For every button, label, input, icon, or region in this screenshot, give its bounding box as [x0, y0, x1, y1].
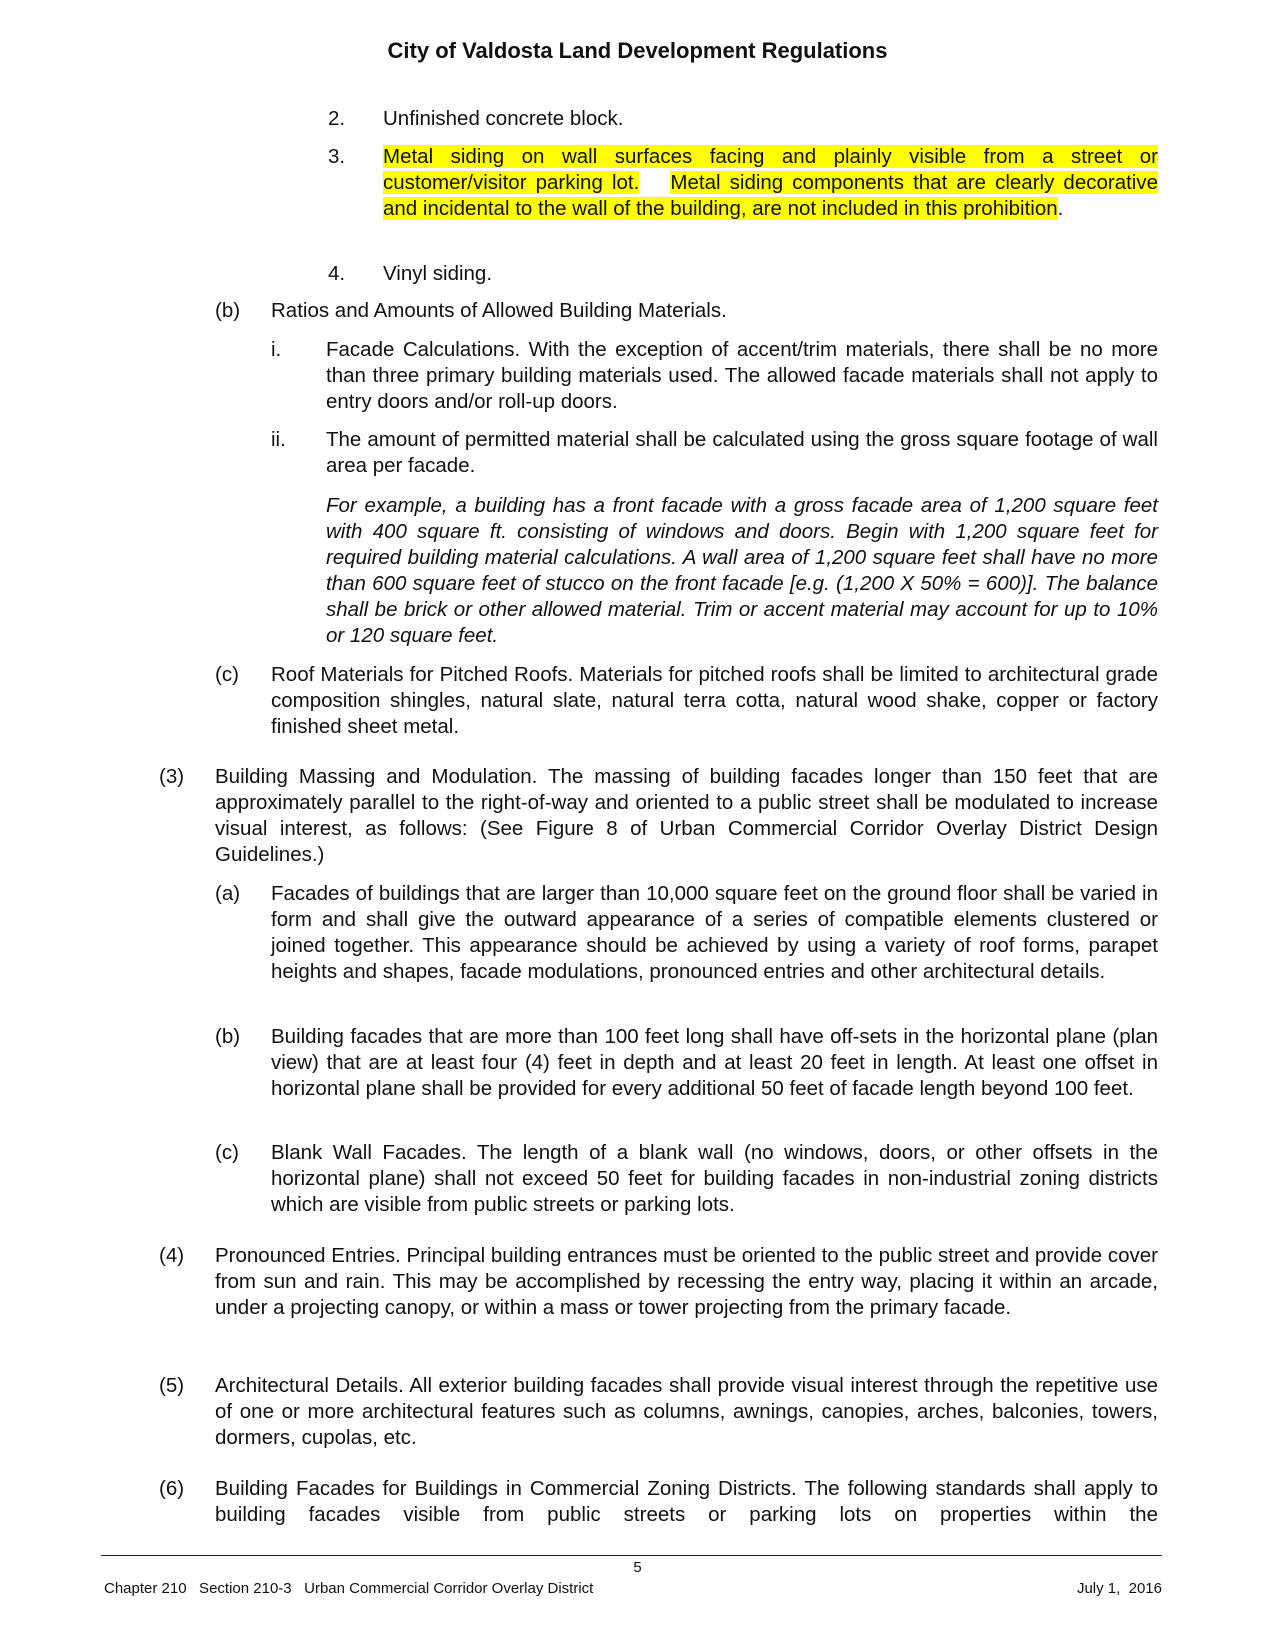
- item-label: (5): [159, 1374, 185, 1397]
- item-label: (4): [159, 1244, 185, 1267]
- item-text: Blank Wall Facades. The length of a blank wall (no windows, doors, or other offsets in the horizontal plane) shall not exceed 50 feet for building facades in non-industrial zoning districts which are visible from public streets or parking lots.: [271, 1141, 1158, 1216]
- highlighted-text-a: Metal siding on wall surfaces facing and plainly visible from a street or customer/visitor parking lot.: [383, 145, 1158, 194]
- highlight-gap: [643, 172, 661, 192]
- page-title: City of Valdosta Land Development Regulations: [387, 38, 888, 63]
- footer-section-label: Chapter 210 Section 210-3 Urban Commercial Corridor Overlay District: [104, 1580, 594, 1597]
- footer-rule: [101, 1555, 1162, 1556]
- page-number: 5: [633, 1559, 642, 1576]
- item-label: 2.: [328, 107, 346, 130]
- item-label: ii.: [271, 428, 286, 451]
- item-label: (c): [215, 1141, 239, 1164]
- highlighted-text-b: Metal siding components that are clearly decorative and incidental to the wall of the building, are not included in this prohibition: [383, 171, 1159, 220]
- item-text: Roof Materials for Pitched Roofs. Materials for pitched roofs shall be limited to architectural grade composition shingles, natural slate, natural terra cotta, natural wood shake, copper or factory finished sheet metal.: [271, 663, 1158, 738]
- item-label: (6): [159, 1477, 185, 1500]
- item-text: Building Facades for Buildings in Commercial Zoning Districts. The following standards shall apply to building facades visible from public streets or parking lots on properties within the: [215, 1477, 1158, 1526]
- item-label: (3): [159, 765, 185, 788]
- footer-date: July 1, 2016: [1076, 1580, 1162, 1597]
- item-text-highlighted: [383, 144, 1158, 222]
- item-label: 4.: [328, 262, 346, 285]
- item-text-end: .: [1057, 197, 1064, 220]
- item-text: Building facades that are more than 100 feet long shall have off-sets in the horizontal plane (plan view) that are at least four (4) feet in depth and at least 20 feet in length. At least one offset in horizontal plane shall be provided for every additional 50 feet of facade length beyond 100 feet.: [271, 1025, 1158, 1100]
- example-text: For example, a building has a front facade with a gross facade area of 1,200 square feet with 400 square ft. consisting of windows and doors. Begin with 1,200 square feet for required building material calculations. A wall area of 1,200 square feet shall have no more than 600 square feet of stucco on the front facade [e.g. (1,200 X 50% = 600)]. The balance shall be brick or other allowed material. Trim or accent material may account for up to 10% or 120 square feet.: [326, 494, 1158, 647]
- item-label: (a): [215, 882, 241, 905]
- item-text: The amount of permitted material shall be calculated using the gross square footage of wall area per facade.: [326, 428, 1158, 477]
- item-text: Vinyl siding.: [383, 262, 493, 285]
- item-text: Building Massing and Modulation. The massing of building facades longer than 150 feet that are approximately parallel to the right-of-way and oriented to a public street shall be modulated to increase visual interest, as follows: (See Figure 8 of Urban Commercial Corridor Overlay District Design Guidelines.): [215, 765, 1158, 866]
- item-text: Facade Calculations. With the exception of accent/trim materials, there shall be no more than three primary building materials used. The allowed facade materials shall not apply to entry doors and/or roll-up doors.: [326, 338, 1158, 413]
- item-text: Facades of buildings that are larger than 10,000 square feet on the ground floor shall be varied in form and shall give the outward appearance of a series of compatible elements clustered or joined together. This appearance should be achieved by using a variety of roof forms, parapet heights and shapes, facade modulations, pronounced entries and other architectural details.: [271, 882, 1158, 983]
- item-label: 3.: [328, 145, 346, 168]
- item-label: (c): [215, 663, 239, 686]
- item-text: Architectural Details. All exterior building facades shall provide visual interest through the repetitive use of one or more architectural features such as columns, awnings, canopies, arches, balconies, towers, dormers, cupolas, etc.: [215, 1374, 1158, 1449]
- item-label: i.: [271, 338, 282, 361]
- item-text: Pronounced Entries. Principal building entrances must be oriented to the public street and provide cover from sun and rain. This may be accomplished by recessing the entry way, placing it within an arcade, under a projecting canopy, or within a mass or tower projecting from the primary facade.: [215, 1244, 1158, 1319]
- item-text: Unfinished concrete block.: [383, 107, 624, 130]
- item-text: Ratios and Amounts of Allowed Building Materials.: [271, 299, 727, 322]
- item-label: (b): [215, 299, 241, 322]
- item-label: (b): [215, 1025, 241, 1048]
